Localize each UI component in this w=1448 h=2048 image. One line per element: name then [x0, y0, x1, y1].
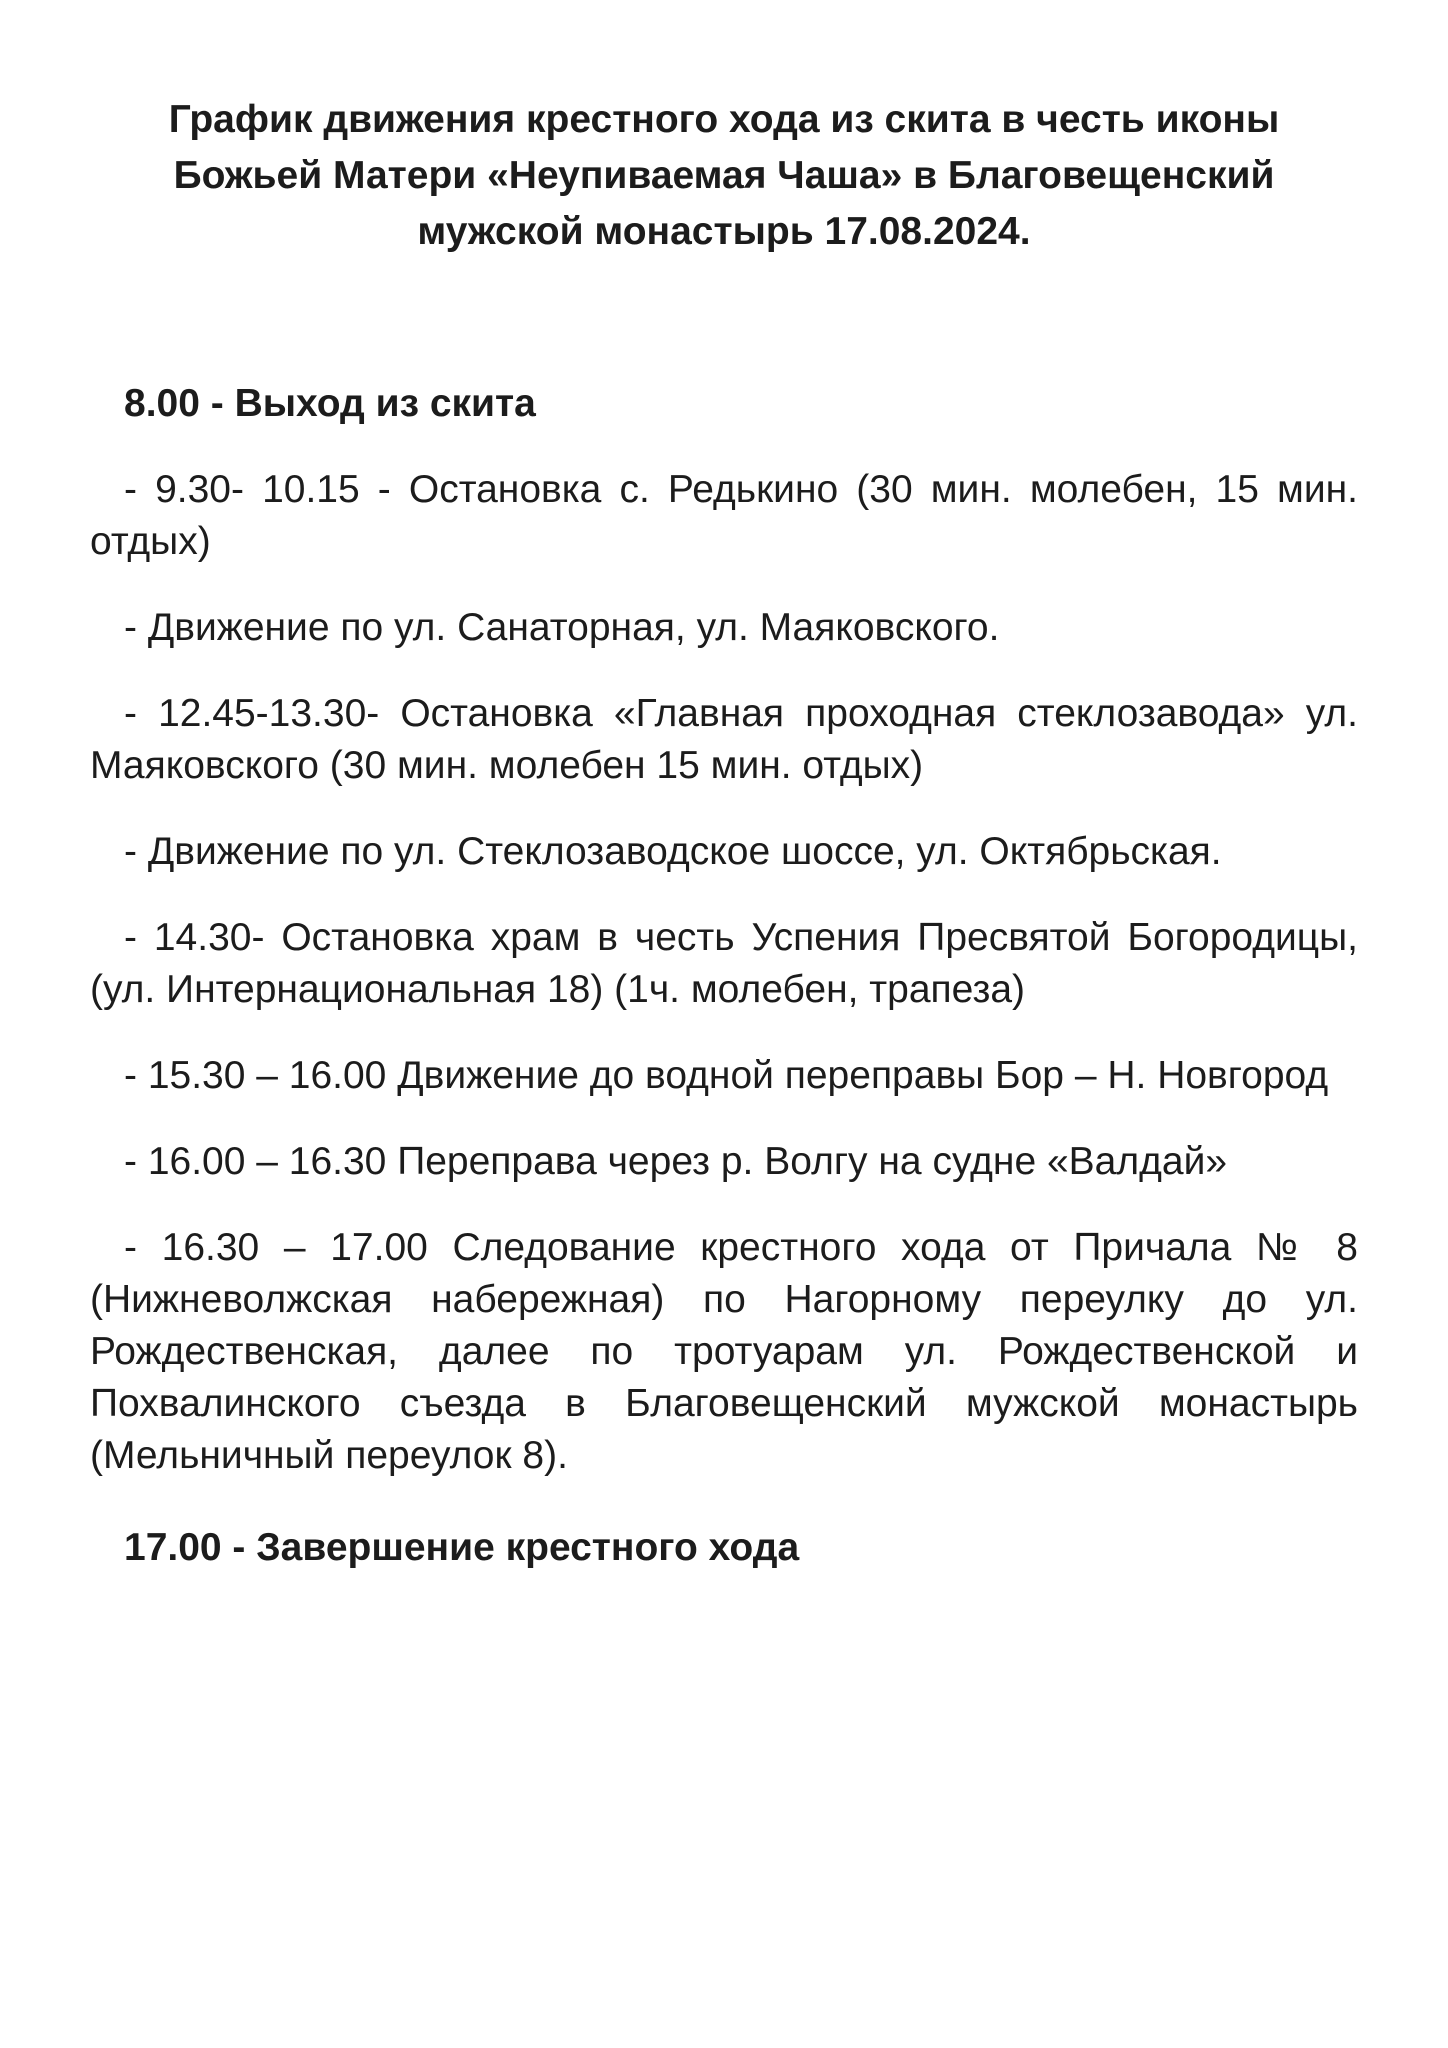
schedule-item: - Движение по ул. Санаторная, ул. Маяковского.	[124, 606, 1000, 649]
document-page	[90, 92, 1358, 1608]
schedule-item: - Движение по ул. Стеклозаводское шоссе, ул. Октябрьская.	[124, 830, 1222, 873]
schedule-item: - 9.30- 10.15 - Остановка с. Редькино (30 мин. молебен, 15 мин. отдых)	[90, 468, 1358, 563]
schedule-item: - 15.30 – 16.00 Движение до водной переправы Бор – Н. Новгород	[124, 1054, 1329, 1097]
schedule-list	[90, 378, 1358, 1574]
schedule-item: - 16.00 – 16.30 Переправа через р. Волгу на судне «Валдай»	[124, 1140, 1228, 1183]
schedule-item: - 16.30 – 17.00 Следование крестного хода от Причала № 8 (Нижневолжская набережная) по Нагорному переулку до ул. Рождественская, далее по тротуарам ул. Рождественской и Похвалинского съезда в Благовещенский мужской монастырь (Мельничный переулок 8).	[90, 1226, 1358, 1477]
document-title: График движения крестного хода из скита в честь иконы Божьей Матери «Неупиваемая Чаша» в Благовещенский мужской монастырь 17.08.2024.	[168, 98, 1280, 253]
schedule-item: - 14.30- Остановка храм в честь Успения Пресвятой Богородицы, (ул. Интернациональная 18) (1ч. молебен, трапеза)	[90, 916, 1358, 1011]
schedule-item: - 12.45-13.30- Остановка «Главная проходная стеклозавода» ул. Маяковского (30 мин. молебен 15 мин. отдых)	[90, 692, 1358, 787]
schedule-item-end: 17.00 - Завершение крестного хода	[124, 1526, 800, 1569]
schedule-item-start: 8.00 - Выход из скита	[124, 382, 536, 425]
